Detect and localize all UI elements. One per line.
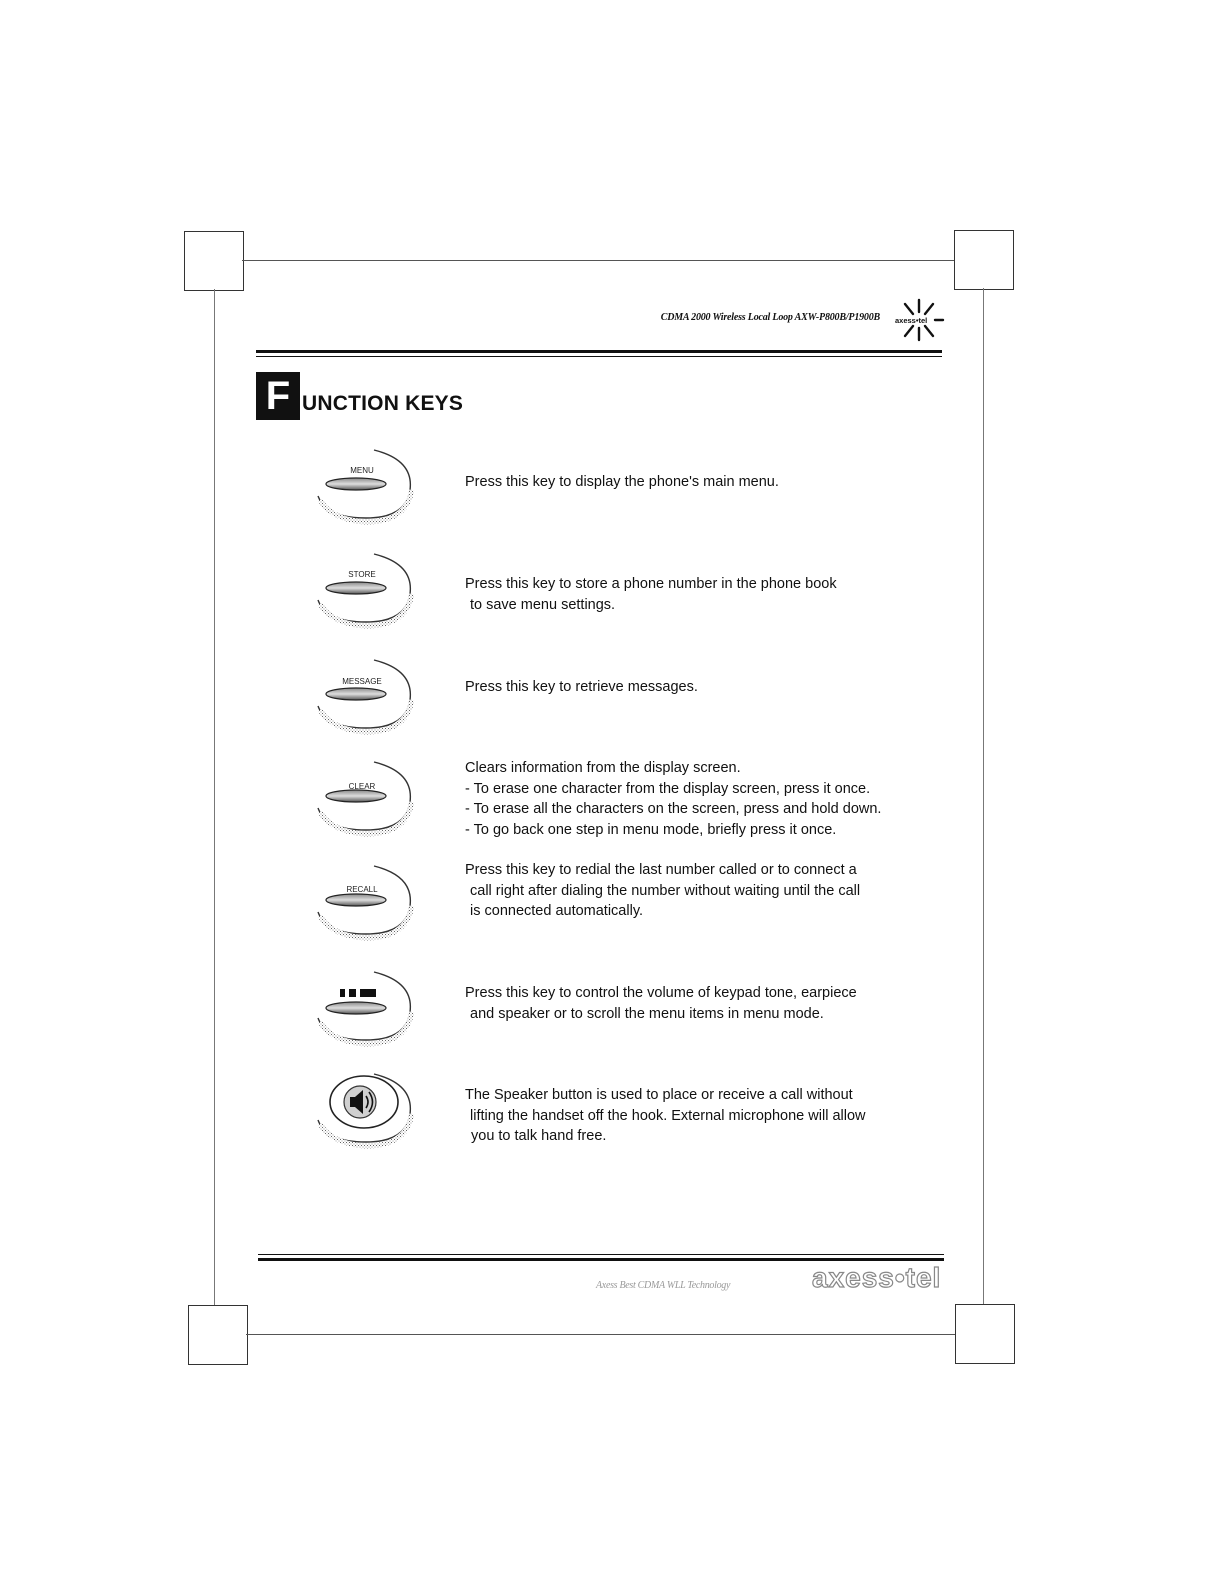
description-line: Press this key to control the volume of keypad tone, earpiece	[465, 985, 857, 1001]
volume-key-icon	[310, 968, 422, 1050]
menu-key-label: MENU	[350, 466, 374, 475]
speaker-key-icon	[310, 1070, 422, 1152]
message-key-label: MESSAGE	[342, 677, 382, 686]
footer-rule-thin	[258, 1254, 944, 1255]
message-key-icon	[310, 656, 422, 738]
header-rule-thin	[256, 356, 942, 357]
title-initial: F	[256, 372, 300, 420]
crop-mark-bottom-right	[955, 1304, 1015, 1364]
description-line: - To erase one character from the display screen, press it once.	[465, 780, 871, 797]
description-line: Press this key to redial the last number called or to connect a	[465, 862, 857, 878]
page-title: UNCTION KEYS	[302, 392, 464, 415]
footer-rule-thick	[258, 1258, 944, 1261]
description-line: and speaker or to scroll the menu items in menu mode.	[470, 1005, 824, 1022]
description-line: lifting the handset off the hook. External microphone will allow	[470, 1107, 866, 1124]
recall-key-label: RECALL	[346, 885, 378, 894]
description-line: - To go back one step in menu mode, briefly press it once.	[465, 821, 837, 838]
recall-key-description	[465, 860, 935, 922]
store-key-description	[465, 574, 935, 615]
description-line: to save menu settings.	[470, 596, 616, 613]
menu-key-description	[465, 472, 935, 493]
crop-mark-top-right	[954, 230, 1014, 290]
trim-line-left	[214, 289, 215, 1305]
description-line: is connected automatically.	[470, 903, 644, 919]
description-line: The Speaker button is used to place or receive a call without	[465, 1087, 853, 1103]
clear-key-icon	[310, 758, 422, 840]
trim-line-right	[983, 288, 984, 1304]
description-line: call right after dialing the number without waiting until the call	[470, 882, 861, 899]
footer-tagline: Axess Best CDMA WLL Technology	[596, 1280, 731, 1291]
clear-key-label: CLEAR	[348, 782, 376, 791]
header-rule-thick	[256, 350, 942, 353]
header-model-line: CDMA 2000 Wireless Local Loop AXW-P800B/P1900B	[660, 312, 880, 323]
clear-key-description	[465, 758, 935, 840]
description-line: Press this key to retrieve messages.	[465, 679, 698, 695]
svg-text:axess•tel: axess•tel	[895, 316, 928, 325]
description-line: - To erase all the characters on the screen, press and hold down.	[465, 801, 882, 817]
description-line: you to talk hand free.	[471, 1128, 607, 1144]
crop-mark-top-left	[184, 231, 244, 291]
speaker-key-description	[465, 1085, 935, 1147]
recall-key-icon	[310, 862, 422, 944]
trim-line-top	[242, 260, 954, 261]
store-key-label: STORE	[348, 570, 376, 579]
message-key-description	[465, 677, 935, 698]
description-line: Press this key to display the phone's main menu.	[465, 474, 779, 490]
description-line: Clears information from the display screen.	[465, 760, 741, 776]
trim-line-bottom	[246, 1334, 955, 1335]
axesstel-logo	[893, 296, 947, 344]
footer-brand-logo: axess•tel	[812, 1262, 942, 1293]
description-line: Press this key to store a phone number in the phone book	[465, 576, 837, 592]
crop-mark-bottom-left	[188, 1305, 248, 1365]
volume-key-description	[465, 983, 935, 1024]
store-key-icon	[310, 550, 422, 632]
menu-key-icon	[310, 446, 422, 528]
